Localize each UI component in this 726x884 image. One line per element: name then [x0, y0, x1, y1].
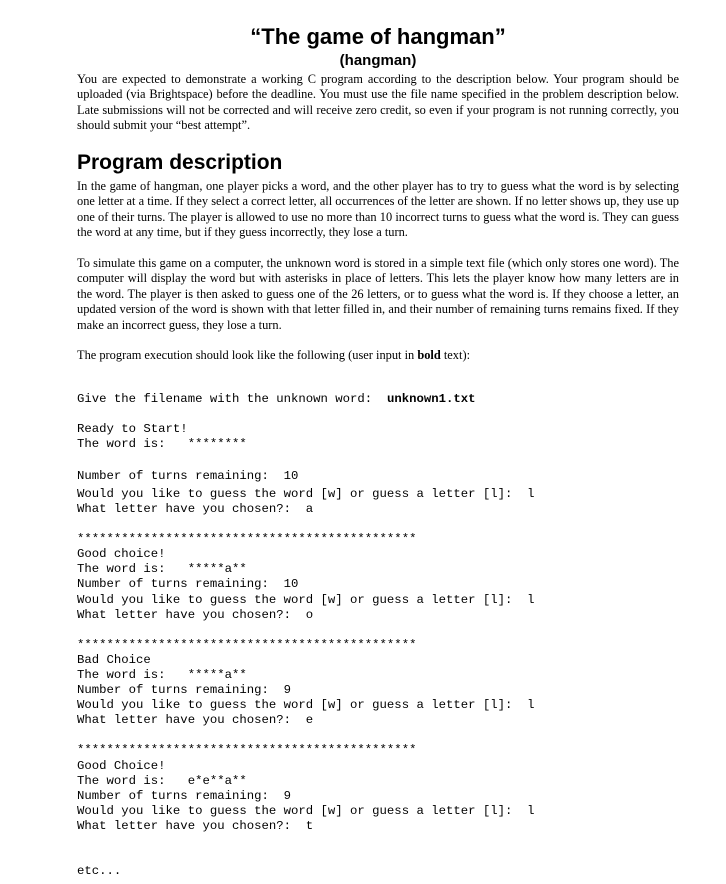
console-letter-1: What letter have you chosen?: o	[77, 608, 314, 622]
console-prompt-3: Would you like to guess the word [w] or guess a letter [l]: l	[77, 804, 535, 818]
console-etc: etc...	[77, 864, 122, 878]
console-result-3: Good Choice!	[77, 759, 166, 773]
console-separator-3: **********************************************	[77, 743, 417, 757]
description-paragraph-3	[77, 348, 679, 363]
section-heading: Program description	[77, 151, 283, 174]
console-letter-3: What letter have you chosen?: t	[77, 819, 314, 833]
document-title: “The game of hangman”	[250, 24, 506, 49]
para3-bold: bold	[417, 348, 441, 362]
description-paragraph-2: To simulate this game on a computer, the unknown word is stored in a simple text file (which only stores one word). The computer will display the word but with asterisks in place of letters. This lets the player know how many letters are in the word. The player is then asked to guess one of the 26 letters, or to guess what the word is. If they choose a letter, an updated version of the word is shown with that letter filled in, and their number of remaining turns remains fixed. If they make an incorrect guess, they lose a turn.	[77, 256, 679, 332]
console-turns-3: Number of turns remaining: 9	[77, 789, 292, 803]
console-word-is-2: The word is: *****a**	[77, 668, 247, 682]
console-letter-0: What letter have you chosen?: a	[77, 502, 314, 516]
console-prompt-2: Would you like to guess the word [w] or guess a letter [l]: l	[77, 698, 535, 712]
description-paragraph-1: In the game of hangman, one player picks a word, and the other player has to try to guess what the word is by selecting one letter at a time. If they select a correct letter, all occurrences of the letter are shown. If no letter shows up, they use up one of their turns. The player is allowed to use no more than 10 incorrect turns to guess what the word is. They can guess the word at any time, but if they guess incorrectly, they lose a turn.	[77, 179, 679, 240]
console-turns-2: Number of turns remaining: 9	[77, 683, 292, 697]
intro-paragraph: You are expected to demonstrate a working C program according to the description below. Your program should be uploaded (via Brightspace) before the deadline. You must use the file name specified in the problem description below. Late submissions will not be corrected and will receive zero credit, so even if your program is not running correctly, you should submit your “best attempt”.	[77, 72, 679, 133]
console-turns-1: Number of turns remaining: 10	[77, 577, 299, 591]
console-separator-1: **********************************************	[77, 532, 417, 546]
console-result-1: Good choice!	[77, 547, 166, 561]
filename-prompt: Give the filename with the unknown word:	[77, 392, 387, 406]
console-separator-2: **********************************************	[77, 638, 417, 652]
console-prompt-1: Would you like to guess the word [w] or guess a letter [l]: l	[77, 593, 535, 607]
console-word-is-3: The word is: e*e**a**	[77, 774, 247, 788]
document-subtitle: (hangman)	[339, 52, 417, 69]
para3-prefix: The program execution should look like the following (user input in	[77, 348, 418, 362]
console-word-is-1: The word is: *****a**	[77, 562, 247, 576]
filename-input: unknown1.txt	[386, 392, 476, 406]
console-word-is-0: The word is: ********	[77, 437, 247, 451]
console-prompt-0: Would you like to guess the word [w] or guess a letter [l]: l	[77, 487, 535, 501]
para3-suffix: text):	[440, 348, 471, 362]
console-letter-2: What letter have you chosen?: e	[77, 713, 314, 727]
console-ready: Ready to Start!	[77, 422, 188, 436]
console-result-2: Bad Choice	[77, 653, 151, 667]
console-turns-0: Number of turns remaining: 10	[77, 469, 299, 483]
console-filename-line	[77, 392, 476, 407]
